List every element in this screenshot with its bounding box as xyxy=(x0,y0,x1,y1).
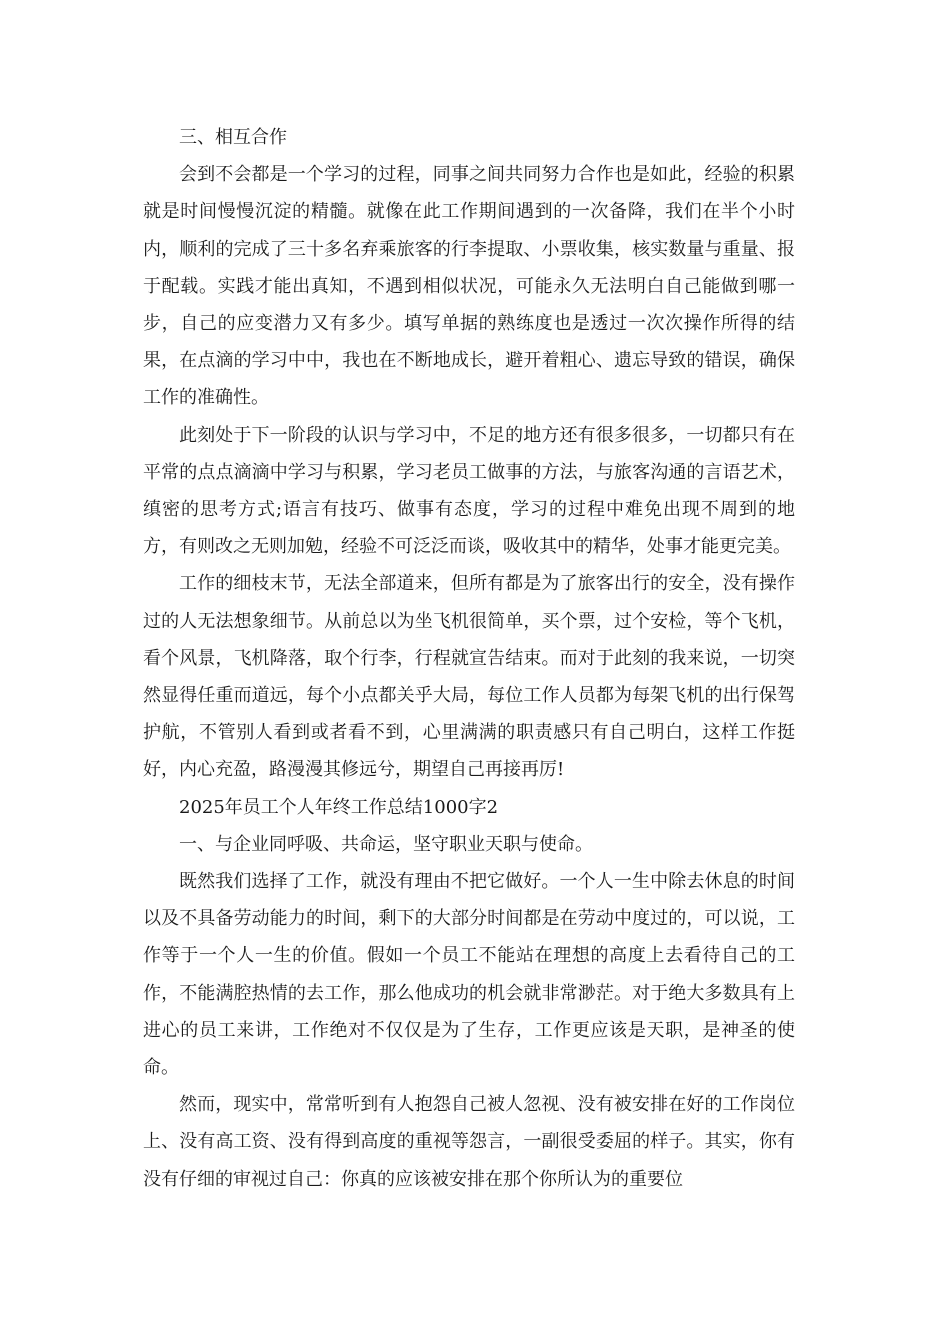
section-heading-enterprise: 一、与企业同呼吸、共命运，坚守职业天职与使命。 xyxy=(179,833,593,855)
article-title-2: 2025年员工个人年终工作总结1000字2 xyxy=(179,796,499,818)
paragraph-learning-process: 会到不会都是一个学习的过程，同事之间共同努力合作也是如此，经验的积累就是时间慢慢沉淀的精髓。就像在此工作期间遇到的一次备降，我们在半个小时内，顺利的完成了三十多名弃乘旅客的行李提取、小票收集，核实数量与重量、报于配载。实践才能出真知，不遇到相似状况，可能永久无法明白自己能做到哪一步，自己的应变潜力又有多少。填写单据的熟练度也是透过一次次操作所得的结果，在点滴的学习中中，我也在不断地成长，避开着粗心、遗忘导致的错误，确保工作的准确性。 xyxy=(143,164,795,409)
paragraph-chose-work: 既然我们选择了工作，就没有理由不把它做好。一个人一生中除去休息的时间以及不具备劳动能力的时间，剩下的大部分时间都是在劳动中度过的，可以说，工作等于一个人一生的价值。假如一个员工不能站在理想的高度上去看待自己的工作，不能满腔热情的去工作，那么他成功的机会就非常渺茫。对于绝大多数具有上进心的员工来讲，工作绝对不仅仅是为了生存，工作更应该是天职，是神圣的使命。 xyxy=(143,871,795,1079)
paragraph-work-details: 工作的细枝末节，无法全部道来，但所有都是为了旅客出行的安全，没有操作过的人无法想象细节。从前总以为坐飞机很简单，买个票，过个安检，等个飞机，看个风景，飞机降落，取个行李，行程就宣告结束。而对于此刻的我来说，一切突然显得任重而道远，每个小点都关乎大局，每位工作人员都为每架飞机的出行保驾护航，不管别人看到或者看不到，心里满满的职责感只有自己明白，这样工作挺好，内心充盈，路漫漫其修远兮，期望自己再接再厉! xyxy=(143,573,795,781)
section-heading-mutual-cooperation: 三、相互合作 xyxy=(179,127,287,148)
paragraph-next-stage: 此刻处于下一阶段的认识与学习中，不足的地方还有很多很多，一切都只有在平常的点点滴滴中学习与积累，学习老员工做事的方法，与旅客沟通的言语艺术，缜密的思考方式;语言有技巧、做事有态度，学习的过程中难免出现不周到的地方，有则改之无则加勉，经验不可泛泛而谈，吸收其中的精华，处事才能更完美。 xyxy=(143,424,795,558)
paragraph-reality: 然而，现实中，常常听到有人抱怨自己被人忽视、没有被安排在好的工作岗位上、没有高工资、没有得到高度的重视等怨言，一副很受委屈的样子。其实，你有没有仔细的审视过自己：你真的应该被安排在那个你所认为的重要位 xyxy=(143,1094,795,1190)
document-body xyxy=(143,119,795,1198)
